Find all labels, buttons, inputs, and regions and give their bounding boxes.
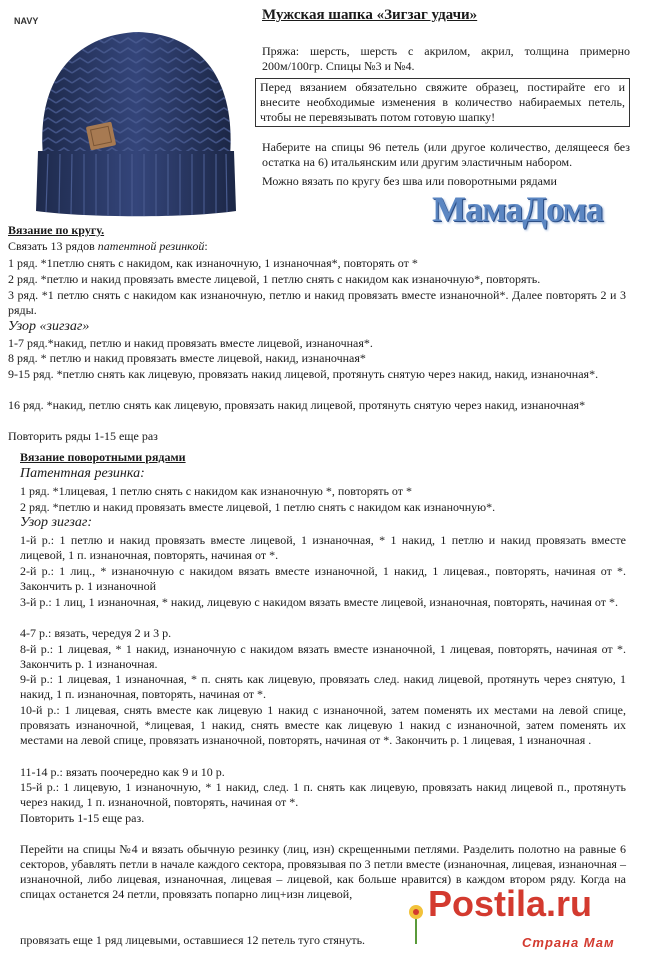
turning-zigzag-heading: Узор зигзаг: <box>20 515 93 530</box>
turning-zigzag-row: 9-й р.: 1 лицевая, 1 изнаночная, * п. снять как лицевую, провязать след. накид лицевой, протянуть через снятую, 1 накид, 1 п. изнаночная, повторять, начиная от *. <box>20 672 626 701</box>
turning-zigzag-row: 4-7 р.: вязать, чередуя 2 и 3 р. <box>20 626 172 640</box>
method-text: Можно вязать по кругу без шва или поворотными рядами <box>262 174 557 188</box>
image-label: NAVY <box>14 16 39 26</box>
flower-icon <box>404 900 428 946</box>
watermark-sub: Страна Мам <box>522 935 615 950</box>
turning-rib-heading: Патентная резинка: <box>20 466 145 481</box>
round-rib-row: 1 ряд. *1петлю снять с накидом, как изнаночную, 1 изнаночная*, повторять от * <box>8 256 418 270</box>
turning-zigzag-row: 10-й р.: 1 лицевая, снять вместе как лицевую 1 накид с изнаночной, затем поменять их местами на левой спице, провязать изнаночной, *лицевая, 1 накид, снять вместе как лицевую 1 накид с изнаночной, затем поменять их местами на левой спице, провязать изнаночной, повторять, начиная от *. Закончить р. 1 лицевая, 1 изнаночная . <box>20 703 626 747</box>
round-zigzag-row: 9-15 ряд. *петлю снять как лицевую, провязать накид лицевой, протянуть снятую через накид, накид, изнаночная*. <box>8 367 599 381</box>
rib-intro-em: патентной резинкой <box>97 239 205 253</box>
round-rib-row: 2 ряд. *петлю и накид провязать вместе лицевой, 1 петлю снять с накидом как изнаночную*, повторять. <box>8 272 541 286</box>
yarn-text: Пряжа: шерсть, шерсть с акрилом, акрил, толщина примерно 200м/100гр. Спицы №3 и №4. <box>262 44 630 73</box>
turning-rib-row: 1 ряд. *1лицевая, 1 петлю снять с накидом как изнаночную *, повторять от * <box>20 484 413 498</box>
hat-photo <box>8 6 246 221</box>
round-zigzag-heading: Узор «зигзаг» <box>8 319 90 334</box>
turning-zigzag-row: 11-14 р.: вязать поочередно как 9 и 10 р. <box>20 765 225 779</box>
page-title: Мужская шапка «Зигзаг удачи» <box>262 7 478 23</box>
turning-zigzag-row: 2-й р.: 1 лиц., * изнаночную с накидом вязать вместе изнаночной, 1 накид, 1 лицевая., повторять, начиная от *. Закончить р. 1 изнаночной <box>20 564 626 593</box>
round-rib-intro <box>8 239 208 254</box>
turning-zigzag-row: 3-й р.: 1 лиц, 1 изнаночная, * накид, лицевую с накидом вязать вместе лицевой, изнаночная, повторять, начиная от *. <box>20 595 618 609</box>
finish-last-line: провязать еще 1 ряд лицевыми, оставшиеся 12 петель туго стянуть. <box>20 933 366 947</box>
round-zigzag-row: 1-7 ряд.*накид, петлю и накид провязать вместе лицевой, изнаночная*. <box>8 336 373 350</box>
site-logo: МамаДома <box>432 189 603 229</box>
round-repeat: Повторить ряды 1-15 еще раз <box>8 429 158 443</box>
turning-zigzag-row: 15-й р.: 1 лицевую, 1 изнаночную, * 1 накид, след. 1 п. снять как лицевую, провязать накид лицевой п., протянуть через накид, 1 п. изнаночной, повторять, начиная от *. <box>20 780 626 809</box>
finish-text: Перейти на спицы №4 и вязать обычную резинку (лиц, изн) скрещенными петлями. Разделить полотно на равные 6 секторов, убавлять петли в начале каждого сектора, провязывая по 3 петли вместе (изнаночная, лицевая, изнаночная – изнаночной, либо лицевая, изнаночная, лицевая – лицевой, как больше нравится) в каждом втором ряду. Когда на спицах останется 24 петли, провязать попарно лиц+изн лицевой, <box>20 842 626 901</box>
round-zigzag-row: 16 ряд. *накид, петлю снять как лицевую, провязать накид лицевой, протянуть снятую через накид, изнаночная* <box>8 398 586 412</box>
note-box: Перед вязанием обязательно свяжите образец, постирайте его и внесите необходимые изменения в количество набираемых петель, чтобы не перевязывать потом готовую шапку! <box>255 78 630 127</box>
watermark-main: Postila.ru <box>428 883 593 924</box>
turning-zigzag-row: 8-й р.: 1 лицевая, * 1 накид, изнаночную с накидом вязать вместе изнаночной, 1 лицевая, повторять, начиная от *. Закончить р. 1 изнаночная. <box>20 642 626 671</box>
turning-rib-row: 2 ряд. *петлю и накид провязать вместе лицевой, 1 петлю снять с накидом как изнаночную*. <box>20 500 496 514</box>
round-rib-row: 3 ряд. *1 петлю снять с накидом как изнаночную, петлю и накид провязать вместе изнаночной*. Далее повторять 2 и 3 ряды. <box>8 288 626 317</box>
rib-intro-post: : <box>204 239 208 253</box>
round-heading: Вязание по кругу. <box>8 223 105 237</box>
rib-intro-pre: Связать 13 рядов <box>8 239 98 253</box>
round-zigzag-row: 8 ряд. * петлю и накид провязать вместе лицевой, накид, изнаночная* <box>8 351 366 365</box>
turning-repeat: Повторить 1-15 еще раз. <box>20 811 145 825</box>
turning-zigzag-row: 1-й р.: 1 петлю и накид провязать вместе лицевой, 1 изнаночная, * 1 накид, 1 петлю и накид провязать вместе лицевой, 1 п. изнаночная, повторять, начиная от *. <box>20 533 626 562</box>
turning-heading: Вязание поворотными рядами <box>20 450 186 464</box>
cast-on-text: Наберите на спицы 96 петель (или другое количество, делящееся без остатка на 6) итальянским или другим эластичным набором. <box>262 140 630 169</box>
